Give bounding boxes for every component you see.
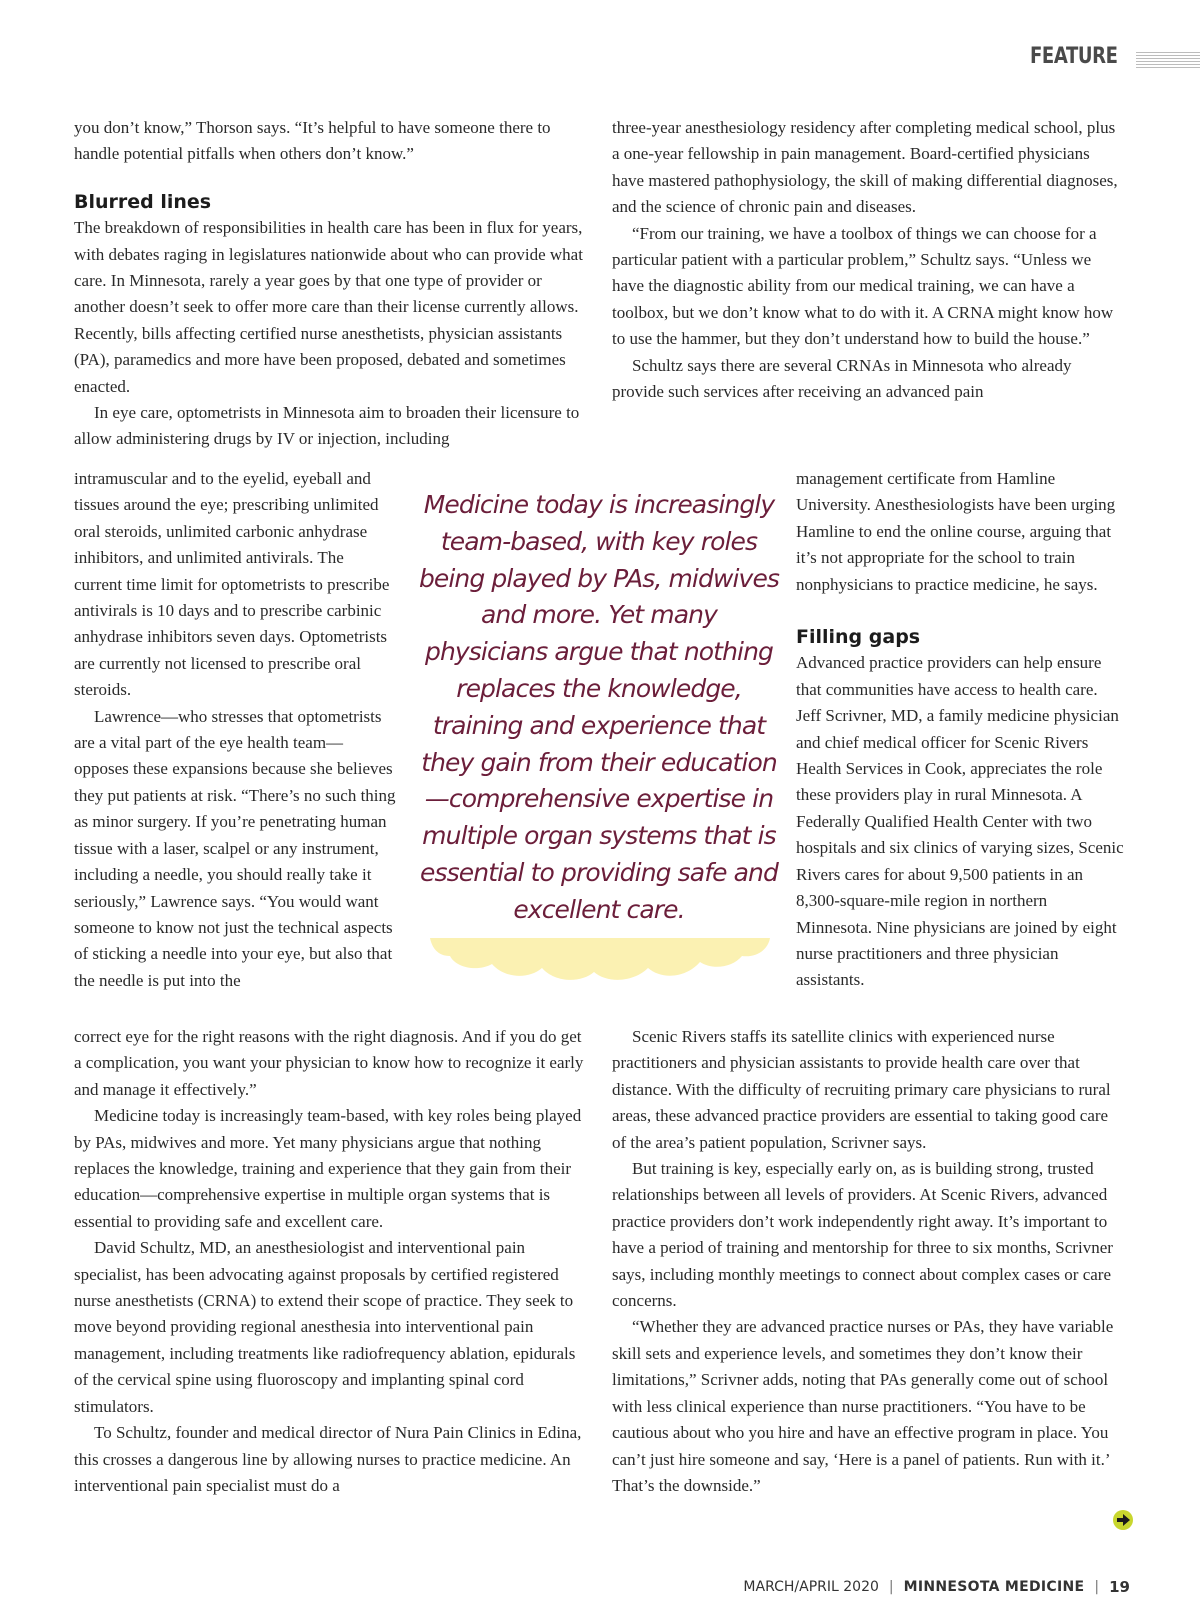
- page-number: 19: [1109, 1578, 1130, 1596]
- section-stripes-decoration: [1136, 52, 1200, 70]
- section-heading: Filling gaps: [796, 626, 921, 649]
- issue-date: MARCH/APRIL 2020: [743, 1579, 879, 1595]
- paragraph: The breakdown of responsibilities in health care has been in flux for years, with debates raging in legislatures nationwide about who can provide what care. In Minnesota, rarely a year goes by that one type of provider or another doesn’t seek to offer more care than their license currently allows. Recently, bills affecting certified nurse anesthetists, physician assistants (PA), paramedics and more have been proposed, debated and sometimes enacted.: [74, 218, 583, 396]
- paragraph: Schultz says there are several CRNAs in Minnesota who already provide such services after receiving an advanced pain: [612, 355, 1072, 402]
- section-heading: Blurred lines: [74, 190, 212, 213]
- paragraph: In eye care, optometrists in Minnesota aim to broaden their licensure to allow administering drugs by IV or injection, including: [74, 403, 580, 449]
- paragraph: But training is key, especially early on, as is building strong, trusted relationships between all levels of providers. At Scenic Rivers, advanced practice providers don’t work independently right away. It’s important to have a period of training and mentorship for three to six months, Scrivner says, including monthly meetings to connect about complex cases or care concerns.: [612, 1159, 1113, 1311]
- left-column-bottom: [74, 1024, 588, 1499]
- paragraph: “From our training, we have a toolbox of things we can choose for a particular patient with a particular problem,” Schultz says. “Unless we have the diagnostic ability from our medical training, we can have a toolbox, but we don’t know what to do with it. A CRNA might know how to use the hammer, but they don’t understand how to build the house.”: [612, 223, 1114, 349]
- paragraph: you don’t know,” Thorson says. “It’s helpful to have someone there to handle potential pitfalls when others don’t know.”: [74, 118, 551, 164]
- pull-quote: Medicine today is increasingly team-based, with key roles being played by PAs, midwives and more. Yet many physicians argue that nothing replaces the knowledge, training and experience that they gain from their education—comprehensive expertise in multiple organ systems that is essential to providing safe and excellent care.: [418, 490, 780, 924]
- paragraph: To Schultz, founder and medical director of Nura Pain Clinics in Edina, this crosses a dangerous line by allowing nurses to practice medicine. An interventional pain specialist must do a: [74, 1423, 582, 1495]
- left-column-narrow: [74, 466, 396, 994]
- section-label: FEATURE: [1030, 44, 1118, 69]
- page-footer: [743, 1578, 1130, 1596]
- paragraph: “Whether they are advanced practice nurses or PAs, they have variable skill sets and experience levels, and sometimes they don’t know their limitations,” Scrivner adds, noting that PAs generally come out of school with less clinical experience than nurse practitioners. “You have to be cautious about who you hire and have an effective program in place. You can’t just hire someone and say, ‘Here is a panel of patients. Run with it.’ That’s the downside.”: [612, 1317, 1114, 1495]
- paragraph: management certificate from Hamline University. Anesthesiologists have been urging Hamline to end the online course, arguing that it’s not appropriate for the school to train nonphysicians to practice medicine, he says.: [796, 469, 1116, 594]
- footer-divider: |: [1094, 1579, 1100, 1595]
- paragraph: correct eye for the right reasons with the right diagnosis. And if you do get a complication, you want your physician to know how to recognize it early and manage it effectively.”: [74, 1027, 584, 1099]
- paragraph: intramuscular and to the eyelid, eyeball and tissues around the eye; prescribing unlimited oral steroids, unlimited carbonic anhydrase inhibitors, and unlimited antivirals. The current time limit for optometrists to prescribe antivirals is 10 days and to prescribe carbinic anhydrase inhibitors seven days. Optometrists are currently not licensed to prescribe oral steroids.: [74, 469, 390, 700]
- paragraph: Lawrence—who stresses that optometrists are a vital part of the eye health team—opposes these expansions because she believes they put patients at risk. “There’s no such thing as minor surgery. If you’re penetrating human tissue with a laser, scalpel or any instrument, including a needle, you should really take it seriously,” Lawrence says. “You would want someone to know not just the technical aspects of sticking a needle into your eye, but also that the needle is put into the: [74, 706, 396, 990]
- pull-quote-cloud-decoration: [430, 938, 770, 984]
- right-column-narrow: [796, 466, 1126, 994]
- paragraph: Advanced practice providers can help ensure that communities have access to health care. Jeff Scrivner, MD, a family medicine physician and chief medical officer for Scenic Rivers Health Services in Cook, appreciates the role these providers play in rural Minnesota. A Federally Qualified Health Center with two hospitals and six clinics of varying sizes, Scenic Rivers cares for about 9,500 patients in an 8,300-square-mile region in northern Minnesota. Nine physicians are joined by eight nurse practitioners and three physician assistants.: [796, 653, 1124, 990]
- right-column-top: [612, 115, 1126, 405]
- paragraph: three-year anesthesiology residency after completing medical school, plus a one-year fellowship in pain management. Board-certified physicians have mastered pathophysiology, the skill of making differential diagnoses, and the science of chronic pain and diseases.: [612, 118, 1118, 217]
- footer-divider: |: [888, 1579, 894, 1595]
- continue-arrow-icon: [1112, 1509, 1134, 1531]
- paragraph: Scenic Rivers staffs its satellite clinics with experienced nurse practitioners and physician assistants to provide health care over that distance. With the difficulty of recruiting primary care physicians to rural areas, these advanced practice providers are essential to taking good care of the area’s patient population, Scrivner says.: [612, 1027, 1111, 1152]
- paragraph: David Schultz, MD, an anesthesiologist and interventional pain specialist, has been advocating against proposals by certified registered nurse anesthetists (CRNA) to extend their scope of practice. They seek to move beyond providing regional anesthesia into interventional pain management, including treatments like radiofrequency ablation, epidurals of the cervical spine using fluoroscopy and implanting spinal cord stimulators.: [74, 1238, 576, 1416]
- magazine-name: MINNESOTA MEDICINE: [903, 1579, 1085, 1595]
- right-column-bottom: [612, 1024, 1126, 1499]
- left-column-top: [74, 115, 588, 453]
- paragraph: Medicine today is increasingly team-based, with key roles being played by PAs, midwives and more. Yet many physicians argue that nothing replaces the knowledge, training and experience that they gain from their education—comprehensive expertise in multiple organ systems that is essential to providing safe and excellent care.: [74, 1106, 582, 1231]
